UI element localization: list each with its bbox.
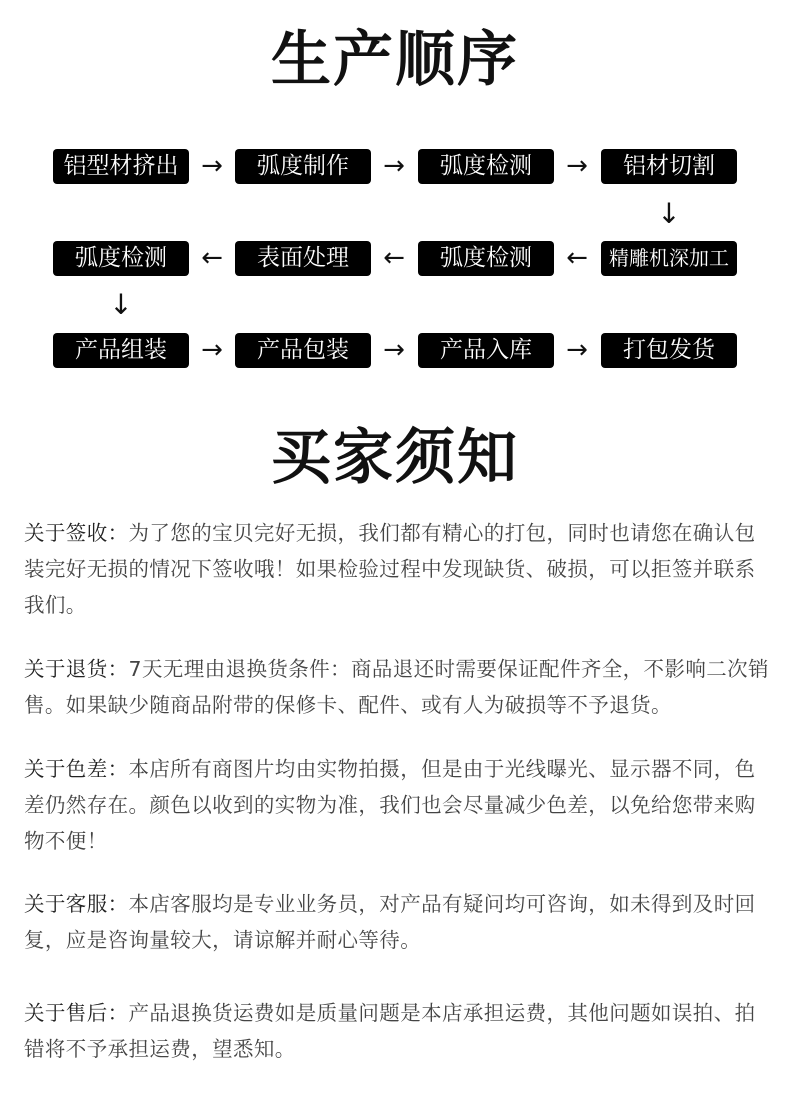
- arrow-right-icon: →: [201, 151, 223, 181]
- production-title: 生产顺序: [271, 25, 519, 95]
- step-product-assembly: 产品组装: [53, 333, 189, 368]
- notice-color-difference: [24, 751, 774, 859]
- step-arc-making: 弧度制作: [235, 149, 371, 184]
- step-arc-inspection-3: 弧度检测: [418, 241, 554, 276]
- step-pack-and-ship: 打包发货: [601, 333, 737, 368]
- notice-text: 7天无理由退换货条件：商品退还时需要保证配件齐全，不影响二次销售。如果缺少随商品附带的保修卡、配件、或有人为破损等不予退货。: [24, 657, 769, 717]
- arrow-down-icon: ↓: [657, 197, 681, 230]
- notice-returns: [24, 651, 774, 723]
- arrow-right-icon: →: [566, 151, 588, 181]
- notice-text: 产品退换货运费如是质量问题是本店承担运费，其他问题如误拍、拍错将不予承担运费，望悉知。: [24, 1001, 756, 1061]
- notice-label: 关于客服：: [24, 892, 129, 916]
- notice-label: 关于色差：: [24, 757, 129, 781]
- arrow-right-icon: →: [566, 335, 588, 365]
- arrow-left-icon: ←: [201, 243, 223, 273]
- notice-text: 本店客服均是专业业务员，对产品有疑问均可咨询，如未得到及时回复，应是咨询量较大，请谅解并耐心等待。: [24, 892, 756, 952]
- arrow-left-icon: ←: [566, 243, 588, 273]
- notice-signing: [24, 515, 774, 623]
- notice-customer-service: [24, 886, 774, 958]
- notice-text: 为了您的宝贝完好无损，我们都有精心的打包，同时也请您在确认包装完好无损的情况下签收哦！如果检验过程中发现缺货、破损，可以拒签并联系我们。: [24, 521, 756, 617]
- notice-after-sales: [24, 995, 774, 1067]
- notice-text: 本店所有商图片均由实物拍摄，但是由于光线曝光、显示器不同，色差仍然存在。颜色以收到的实物为准，我们也会尽量减少色差，以免给您带来购物不便！: [24, 757, 756, 853]
- arrow-right-icon: →: [383, 151, 405, 181]
- step-warehousing: 产品入库: [418, 333, 554, 368]
- notice-title: 买家须知: [271, 423, 519, 493]
- step-arc-inspection-1: 弧度检测: [418, 149, 554, 184]
- arrow-down-icon: ↓: [109, 288, 133, 321]
- step-aluminum-cutting: 铝材切割: [601, 149, 737, 184]
- notice-label: 关于退货：: [24, 657, 129, 681]
- arrow-left-icon: ←: [383, 243, 405, 273]
- step-product-packaging: 产品包装: [235, 333, 371, 368]
- step-surface-treatment: 表面处理: [235, 241, 371, 276]
- arrow-right-icon: →: [383, 335, 405, 365]
- notice-label: 关于签收：: [24, 521, 129, 545]
- step-aluminum-extrusion: 铝型材挤出: [53, 149, 189, 184]
- arrow-right-icon: →: [201, 335, 223, 365]
- step-cnc-engraving: 精雕机深加工: [601, 241, 737, 276]
- notice-label: 关于售后：: [24, 1001, 129, 1025]
- step-arc-inspection-4: 弧度检测: [53, 241, 189, 276]
